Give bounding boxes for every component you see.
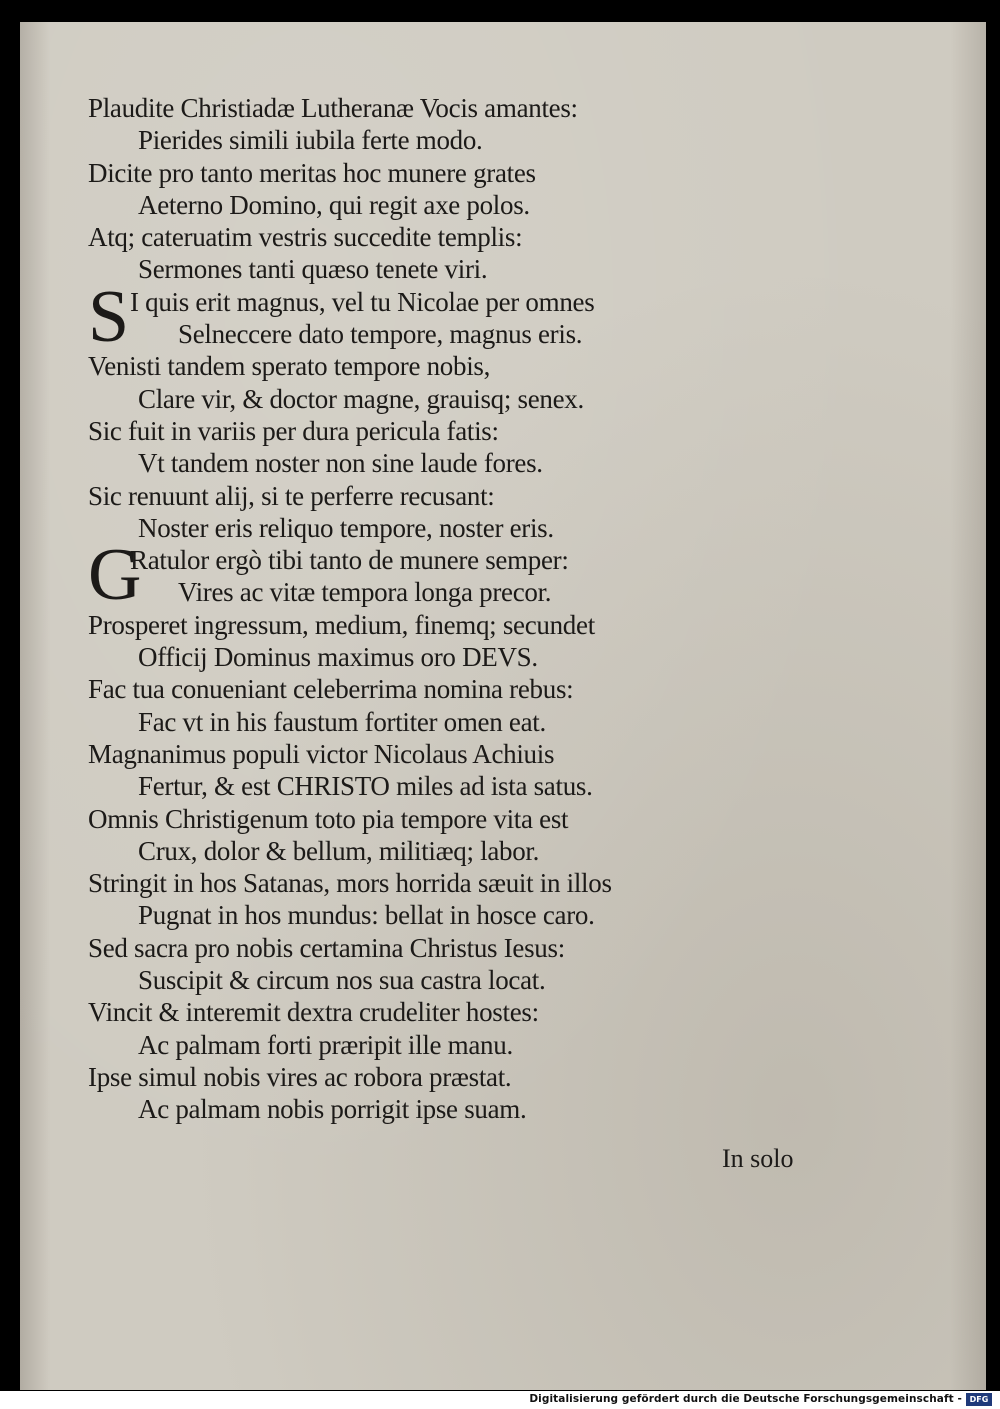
- verse-line: Sic renuunt alij, si te perferre recusant:: [88, 480, 495, 511]
- verse-line: Officij Dominus maximus oro DEVS.: [138, 642, 538, 673]
- verse-line: Ac palmam nobis porrigit ipse suam.: [138, 1094, 527, 1125]
- verse-line: Pugnat in hos mundus: bellat in hosce caro.: [138, 900, 595, 931]
- verse-line: Plaudite Christiadæ Lutheranæ Vocis amantes:: [88, 93, 578, 123]
- verse-block-3: [88, 609, 728, 1126]
- catchword: In solo: [722, 1144, 794, 1173]
- verse-line: Atq; cateruatim vestris succedite templis:: [88, 222, 523, 253]
- verse-line: Vires ac vitæ tempora longa precor.: [178, 577, 552, 608]
- verse-line: Ac palmam forti præripit ille manu.: [138, 1029, 513, 1060]
- verse-line: Omnis Christigenum toto pia tempore vita est: [88, 803, 569, 834]
- verse-line: Sed sacra pro nobis certamina Christus Iesus:: [88, 932, 565, 963]
- verse-line: Noster eris reliquo tempore, noster eris.: [138, 512, 554, 543]
- verse-line: Stringit in hos Satanas, mors horrida sæuit in illos: [88, 868, 612, 899]
- verse-line: Dicite pro tanto meritas hoc munere grates: [88, 157, 536, 188]
- dropcap-letter: G: [88, 534, 142, 617]
- verse-line: Fac tua conueniant celeberrima nomina rebus:: [88, 674, 574, 705]
- dropcap-stanza-2: [88, 534, 728, 617]
- verse-line: Magnanimus populi victor Nicolaus Achiuis: [88, 738, 555, 769]
- dfg-logo-icon: DFG: [966, 1393, 992, 1406]
- top-border: [0, 0, 1000, 24]
- document-page: [20, 22, 986, 1390]
- verse-line: Selneccere dato tempore, magnus eris.: [178, 319, 583, 350]
- verse-line: Vincit & interemit dextra crudeliter hostes:: [88, 997, 539, 1028]
- dropcap-letter: S: [88, 275, 129, 358]
- verse-line: Fac vt in his faustum fortiter omen eat.: [138, 706, 546, 737]
- verse-line: Vt tandem noster non sine laude fores.: [138, 448, 543, 479]
- verse-line: Ratulor ergò tibi tanto de munere semper:: [130, 545, 569, 576]
- footer-credit: Digitalisierung gefördert durch die Deutsche Forschungsgemeinschaft -: [529, 1393, 962, 1405]
- verse-line: Ipse simul nobis vires ac robora præstat.: [88, 1061, 512, 1092]
- verse-line: Fertur, & est CHRISTO miles ad ista satus.: [138, 771, 593, 802]
- verse-line: Venisti tandem sperato tempore nobis,: [88, 351, 491, 382]
- verse-line: Sic fuit in variis per dura pericula fatis:: [88, 415, 499, 446]
- verse-line: Sermones tanti quæso tenete viri.: [138, 254, 488, 285]
- verse-line: Suscipit & circum nos sua castra locat.: [138, 965, 546, 996]
- verse-line: Pierides simili iubila ferte modo.: [138, 125, 483, 156]
- verse-line: Prosperet ingressum, medium, finemq; secundet: [88, 609, 595, 640]
- dropcap-stanza-1: [88, 275, 728, 358]
- footer-bar: [0, 1391, 1000, 1409]
- verse-line: Clare vir, & doctor magne, grauisq; senex.: [138, 383, 584, 414]
- verse-line: Aeterno Domino, qui regit axe polos.: [138, 189, 530, 220]
- verse-block-1: [88, 92, 728, 286]
- verse-line: I quis erit magnus, vel tu Nicolae per omnes: [130, 286, 595, 317]
- poem-text: [88, 92, 728, 1126]
- verse-block-2: [88, 350, 728, 544]
- verse-line: Crux, dolor & bellum, militiæq; labor.: [138, 835, 540, 866]
